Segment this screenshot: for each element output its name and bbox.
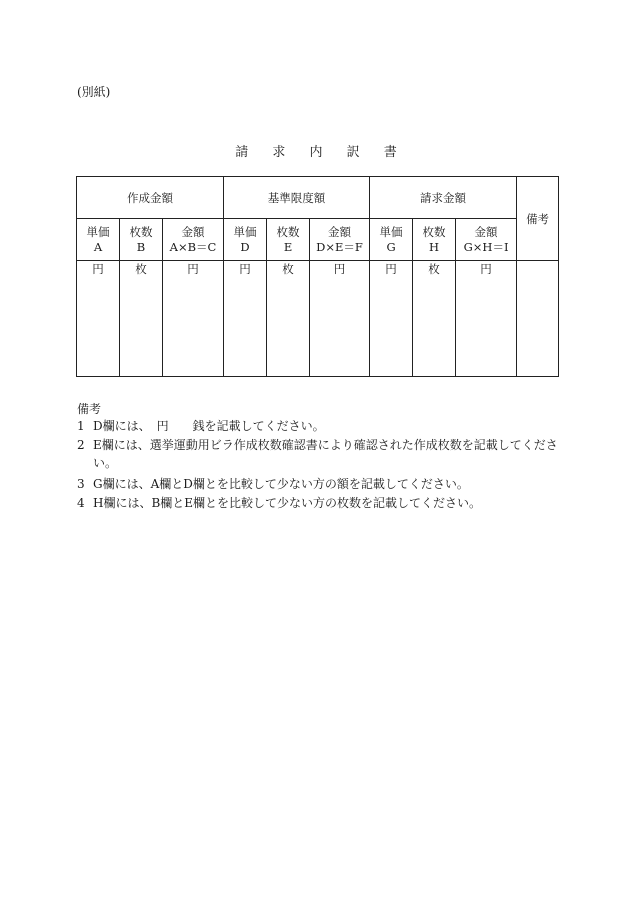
entry-cell[interactable]: 円 [370, 261, 413, 377]
remarks-header: 備考 [517, 177, 559, 261]
entry-row [77, 261, 559, 377]
entry-cell[interactable]: 円 [456, 261, 517, 377]
note-item [77, 436, 559, 472]
column-header: 枚数 H [413, 219, 456, 261]
note-text: H欄には、B欄とE欄とを比較して少ない方の枚数を記載してください。 [93, 496, 482, 510]
attachment-label: (別紙) [77, 85, 111, 99]
column-header: 枚数 E [267, 219, 310, 261]
note-text: D欄には、 円 銭を記載してください。 [93, 419, 325, 433]
column-header: 単価 A [77, 219, 120, 261]
column-header: 単価 G [370, 219, 413, 261]
entry-cell[interactable]: 円 [163, 261, 224, 377]
note-number: 1 [77, 419, 85, 433]
note-text-continuation: い。 [93, 456, 118, 470]
entry-cell[interactable]: 枚 [413, 261, 456, 377]
column-header: 金額 D×E＝F [310, 219, 370, 261]
note-number: 2 [77, 438, 85, 452]
group-header-claim-amount: 請求金額 [370, 177, 517, 219]
notes-heading: 備考 [77, 402, 102, 416]
note-item [77, 417, 559, 435]
entry-cell[interactable]: 円 [224, 261, 267, 377]
entry-cell[interactable]: 円 [77, 261, 120, 377]
note-text: E欄には、選挙運動用ビラ作成枚数確認書により確認された作成枚数を記載してくださ [93, 438, 558, 452]
claim-breakdown-table [76, 176, 559, 377]
column-header: 金額 G×H＝I [456, 219, 517, 261]
entry-cell[interactable]: 枚 [267, 261, 310, 377]
note-text: G欄には、A欄とD欄とを比較して少ない方の額を記載してください。 [93, 477, 469, 491]
column-header: 単価 D [224, 219, 267, 261]
note-item [77, 494, 559, 512]
note-number: 4 [77, 496, 85, 510]
group-header-row [77, 177, 559, 219]
group-header-production-amount: 作成金額 [77, 177, 224, 219]
document-title: 請 求 内 訳 書 [235, 145, 407, 160]
group-header-standard-limit: 基準限度額 [224, 177, 370, 219]
note-number: 3 [77, 477, 85, 491]
entry-cell[interactable]: 円 [310, 261, 370, 377]
column-header-row [77, 219, 559, 261]
column-header: 枚数 B [120, 219, 163, 261]
column-header: 金額 A×B＝C [163, 219, 224, 261]
entry-cell[interactable]: 枚 [120, 261, 163, 377]
remarks-entry-cell[interactable] [517, 261, 559, 377]
note-item [77, 475, 559, 493]
